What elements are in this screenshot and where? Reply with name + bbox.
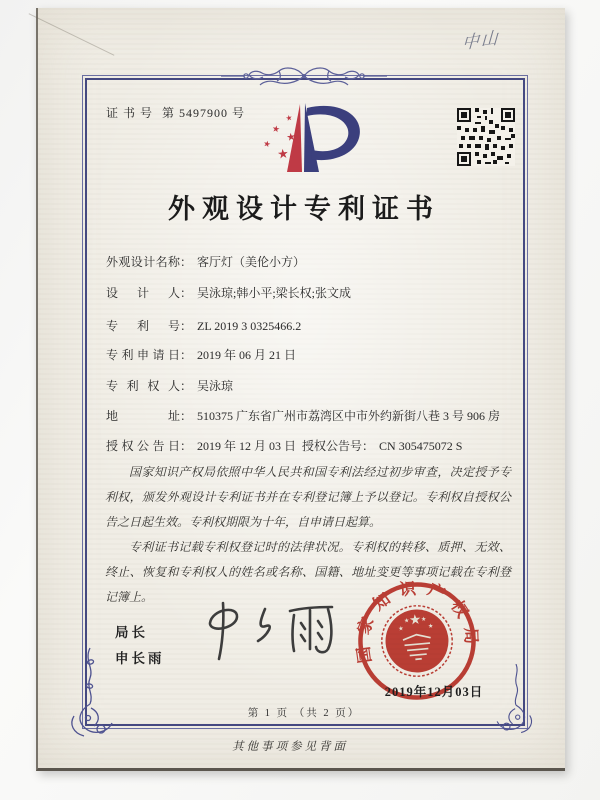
field-label: 专利申请日 — [106, 348, 180, 362]
field-value: ZL 2019 3 0325466.2 — [197, 319, 302, 333]
certificate-number-label: 证 书 号 — [106, 106, 154, 120]
certificate-number-value: 第 5497900 号 — [162, 106, 246, 120]
field-value: 吴泳琼 — [197, 379, 234, 393]
seal-organization: 国家知识产权局 — [352, 578, 482, 665]
body-paragraph-2: 专利证书记载专利权登记时的法律状况。专利权的转移、质押、无效、终止、恢复和专利权人的姓名或名称、国籍、地址变更等事项记载在专利登记簿上。 — [105, 540, 511, 604]
certificate-number — [106, 104, 245, 121]
field-filing-date: 专利申请日： 2019 年 06 月 21 日 — [106, 348, 297, 362]
field-address: 地址： 510375 广东省广州市荔湾区中市外约新街八巷 3 号 906 房 — [106, 409, 501, 423]
body-paragraph-1: 国家知识产权局依照中华人民共和国专利法经过初步审查，决定授予专利权，颁发外观设计专利证书并在专利登记簿上予以登记。专利权自授权公告之日起生效。专利权期限为十年，自申请日起算。 — [105, 465, 511, 529]
paper-crease — [29, 13, 115, 56]
field-grant-date: 授权公告日： 2019 年 12 月 03 日 授权公告号： CN 305475072 S — [106, 439, 463, 453]
field-label: 专利权人 — [106, 379, 180, 393]
director-block — [115, 620, 165, 672]
certificate-paper — [36, 8, 565, 771]
field-patent-number: 专利号： ZL 2019 3 0325466.2 — [106, 319, 302, 333]
field-grant-number: 授权公告号： CN 305475072 S — [302, 439, 463, 453]
reverse-side-note: 其他事项参见背面 — [232, 741, 348, 753]
page-indicator: 第 1 页 （共 2 页） — [247, 708, 361, 719]
field-value: 510375 广东省广州市荔湾区中市外约新街八巷 3 号 906 房 — [197, 409, 501, 423]
field-designer: 设计人： 吴泳琼;韩小平;梁长权;张文成 — [106, 286, 352, 300]
signature-autograph — [190, 596, 360, 668]
corner-flourish-icon — [490, 664, 542, 736]
field-value: 2019 年 12 月 03 日 — [197, 439, 297, 453]
field-label: 地址 — [106, 409, 180, 423]
certificate-title: 外观设计专利证书 — [168, 194, 440, 224]
corner-flourish-icon — [60, 646, 120, 741]
director-title: 局长 — [115, 625, 148, 640]
director-name: 申长雨 — [115, 651, 165, 666]
field-label: 外观设计名称 — [106, 255, 180, 269]
field-value: 2019 年 06 月 21 日 — [197, 348, 297, 362]
field-value: 客厅灯（美伦小方） — [197, 255, 306, 269]
field-label: 授权公告号 — [302, 439, 363, 453]
field-patentee: 专利权人： 吴泳琼 — [106, 379, 234, 393]
seal-date: 2019年12月03日 — [384, 685, 484, 699]
qr-code — [457, 108, 515, 166]
top-flourish-icon — [219, 63, 389, 89]
field-value: 吴泳琼;韩小平;梁长权;张文成 — [197, 286, 352, 300]
field-label: 专利号 — [106, 319, 180, 333]
field-design-name: 外观设计名称： 客厅灯（美伦小方） — [106, 255, 306, 269]
handwritten-note: 中山 — [461, 27, 501, 54]
cnipa-logo — [245, 98, 380, 193]
field-label: 授权公告日 — [106, 439, 180, 453]
field-value: CN 305475072 S — [379, 439, 463, 453]
field-label: 设计人 — [106, 286, 180, 300]
